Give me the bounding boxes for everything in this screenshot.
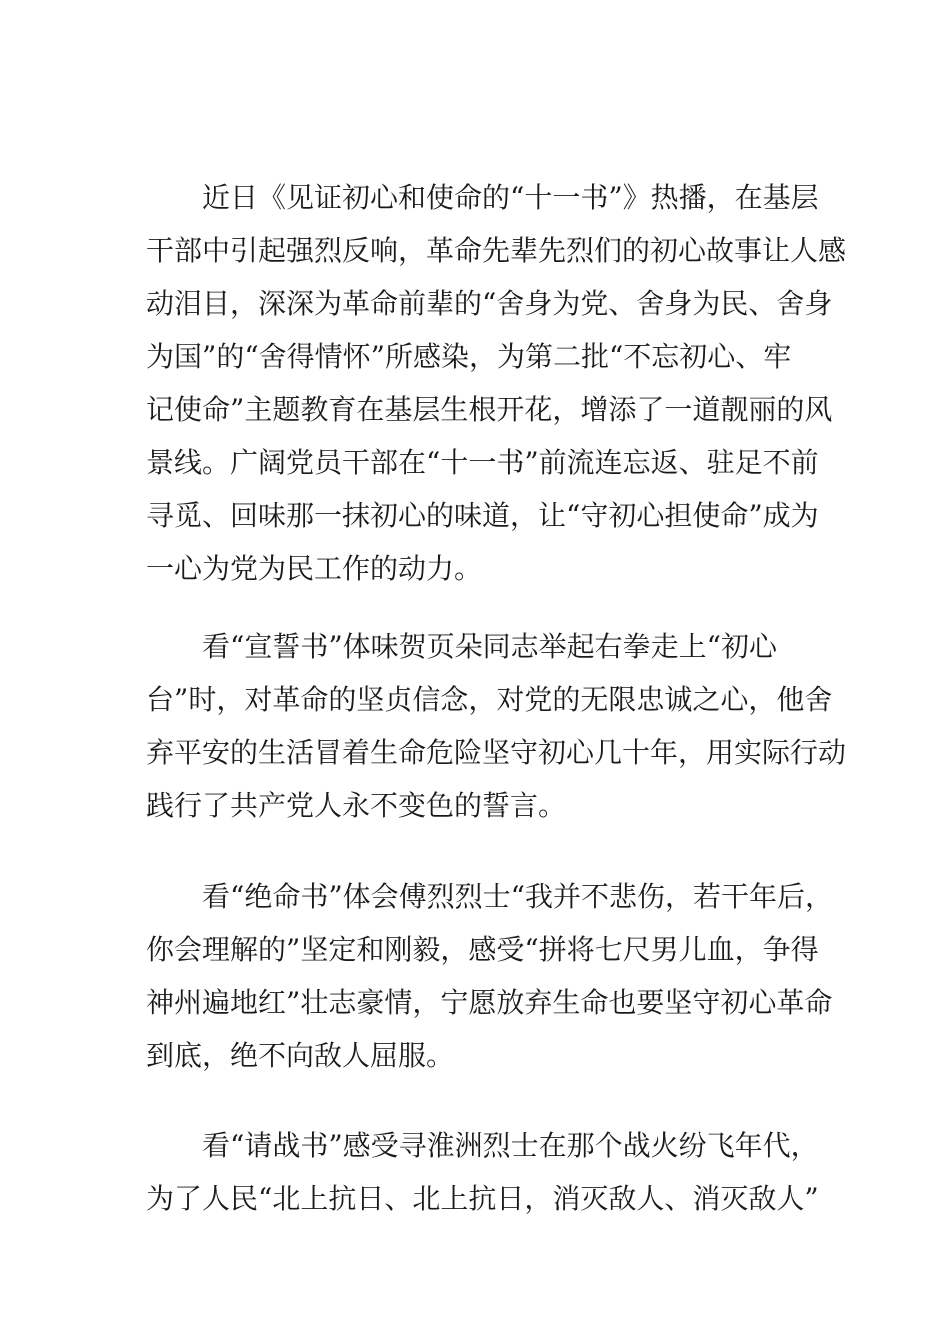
paragraph-line: 到底，绝不向敌人屈服。 [146,1039,455,1072]
paragraph-line: 为国”的“舍得情怀”所感染，为第二批“不忘初心、牢 [146,340,792,373]
paragraph-line: 寻觅、回味那一抹初心的味道，让“守初心担使命”成为 [146,499,819,532]
paragraph-line: 看“请战书”感受寻淮洲烈士在那个战火纷飞年代， [202,1129,819,1162]
paragraph-line: 为了人民“北上抗日、北上抗日，消灭敌人、消灭敌人” [146,1182,819,1215]
paragraph-line: 一心为党为民工作的动力。 [146,552,483,585]
paragraph-line: 记使命”主题教育在基层生根开花，增添了一道靓丽的风 [146,393,833,426]
paragraph-line: 践行了共产党人永不变色的誓言。 [146,789,567,822]
paragraph-line: 弃平安的生活冒着生命危险坚守初心几十年，用实际行动 [146,736,847,769]
paragraph-line: 台”时，对革命的坚贞信念，对党的无限忠诚之心，他舍 [146,683,833,716]
paragraph-line: 动泪目，深深为革命前辈的“舍身为党、舍身为民、舍身 [146,287,833,320]
paragraph-line: 神州遍地红”壮志豪情，宁愿放弃生命也要坚守初心革命 [146,986,833,1019]
paragraph-line: 景线。广阔党员干部在“十一书”前流连忘返、驻足不前 [146,446,819,479]
paragraph-line: 看“宣誓书”体味贺页朵同志举起右拳走上“初心 [202,630,777,663]
paragraph-line: 近日《见证初心和使命的“十一书”》热播，在基层 [202,181,819,214]
paragraph-line: 你会理解的”坚定和刚毅，感受“拼将七尺男儿血，争得 [146,933,819,966]
paragraph-line: 干部中引起强烈反响，革命先辈先烈们的初心故事让人感 [146,234,847,267]
paragraph-line: 看“绝命书”体会傅烈烈士“我并不悲伤，若干年后， [202,880,833,913]
